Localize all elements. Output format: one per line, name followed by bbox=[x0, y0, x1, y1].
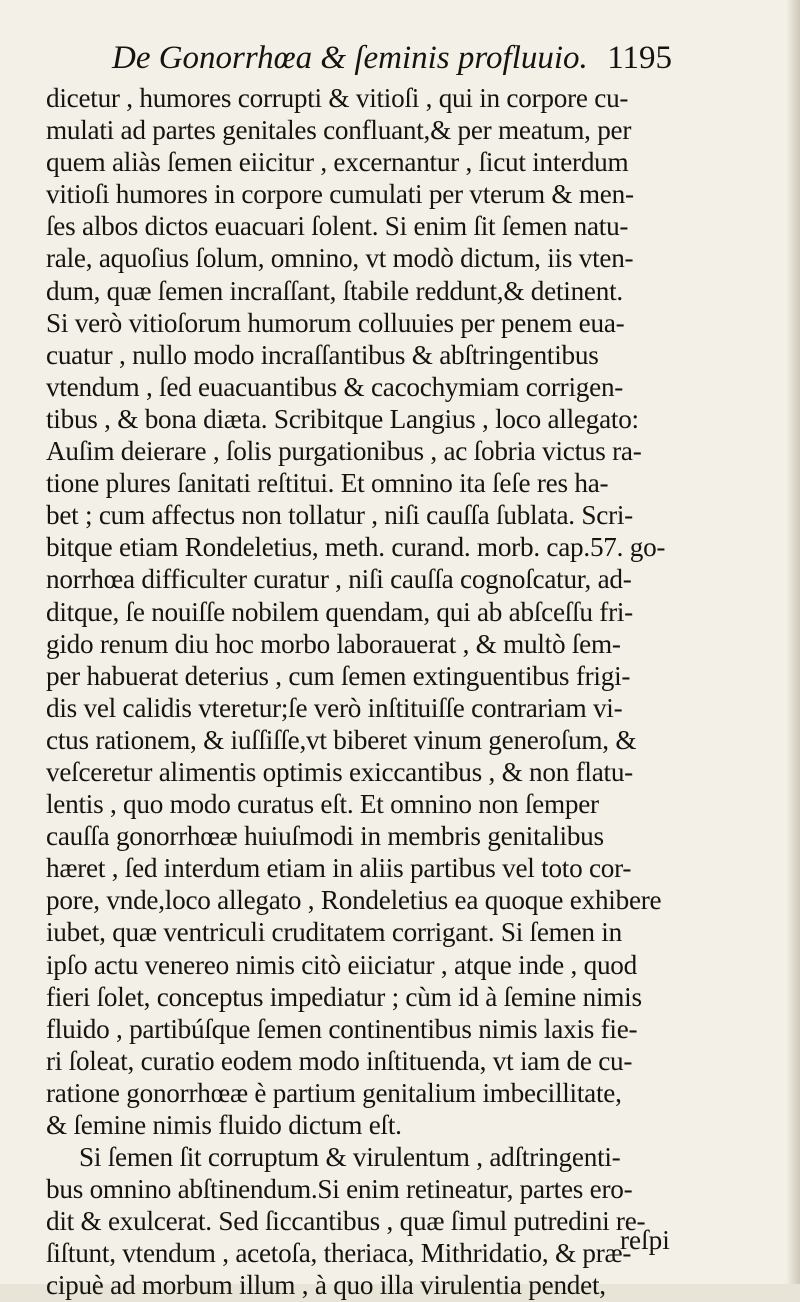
text-line: ſiſtunt, vtendum , acetoſa, theriaca, Mithridatio, & præ- bbox=[46, 1238, 632, 1269]
text-line: iubet, quæ ventriculi cruditatem corrigant. Si ſemen in bbox=[46, 917, 622, 948]
text-line: bitque etiam Rondeletius, meth. curand. morb. cap.57. go- bbox=[46, 532, 666, 563]
running-title: De Gonorrhœa & ſeminis profluuio. bbox=[112, 40, 588, 76]
text-line: Si verò vitioſorum humorum colluuies per penem eua- bbox=[46, 307, 625, 338]
text-line: ratione gonorrhœæ è partium genitalium imbecillitate, bbox=[46, 1077, 622, 1108]
text-line: ditque, ſe nouiſſe nobilem quendam, qui ab abſceſſu fri- bbox=[46, 596, 633, 627]
text-line: hæret , ſed interdum etiam in aliis partibus vel toto cor- bbox=[46, 853, 632, 884]
text-line: per habuerat deterius , cum ſemen extinguentibus frigi- bbox=[46, 660, 631, 691]
text-line: ri ſoleat, curatio eodem modo inſtituenda, vt iam de cu- bbox=[46, 1045, 633, 1076]
text-line: vtendum , ſed euacuantibus & cacochymiam corrigen- bbox=[46, 371, 624, 402]
text-line: cipuè ad morbum illum , à quo illa virulentia pendet, bbox=[46, 1270, 606, 1301]
page-edge-shadow bbox=[786, 0, 800, 1284]
text-line: gido renum diu hoc morbo laborauerat , & multò ſem- bbox=[46, 628, 621, 659]
body-text bbox=[46, 82, 686, 1302]
text-line: lentis , quo modo curatus eſt. Et omnino non ſemper bbox=[46, 789, 599, 820]
text-line: fieri ſolet, conceptus impediatur ; cùm id à ſemine nimis bbox=[46, 981, 642, 1012]
text-line: dis vel calidis vteretur;ſe verò inſtituiſſe contrariam vi- bbox=[46, 692, 623, 723]
catchword: reſpi bbox=[620, 1225, 670, 1255]
text-line: tibus , & bona diæta. Scribitque Langius , loco allegato: bbox=[46, 403, 639, 434]
text-line: cuatur , nullo modo incraſſantibus & abſtringentibus bbox=[46, 339, 599, 370]
text-line: bet ; cum affectus non tollatur , niſi cauſſa ſublata. Scri- bbox=[46, 500, 633, 531]
paragraph-first-line: Si ſemen ſit corruptum & virulentum , adſtringenti- bbox=[79, 1142, 621, 1173]
text-line: dum, quæ ſemen incraſſant, ſtabile reddunt,& detinent. bbox=[46, 275, 623, 306]
text-line: quem aliàs ſemen eiicitur , excernantur , ſicut interdum bbox=[46, 147, 629, 178]
page-header bbox=[112, 38, 672, 78]
text-line: mulati ad partes genitales confluant,& per meatum, per bbox=[46, 115, 632, 146]
text-line: ctus rationem, & iuſſiſſe,vt biberet vinum generoſum, & bbox=[46, 724, 637, 755]
text-line: dit & exulcerat. Sed ſiccantibus , quæ ſimul putredini re- bbox=[46, 1206, 646, 1237]
text-line: ſes albos dictos euacuari ſolent. Si enim ſit ſemen natu- bbox=[46, 211, 629, 242]
text-line: norrhœa difficulter curatur , niſi cauſſa cognoſcatur, ad- bbox=[46, 564, 632, 595]
text-line: bus omnino abſtinendum.Si enim retineatur, partes ero- bbox=[46, 1174, 633, 1205]
text-line: dicetur , humores corrupti & vitioſi , qui in corpore cu- bbox=[46, 83, 629, 113]
text-line: cauſſa gonorrhœæ huiuſmodi in membris genitalibus bbox=[46, 821, 604, 852]
text-line: ipſo actu venereo nimis citò eiiciatur , atque inde , quod bbox=[46, 949, 637, 980]
text-line: fluido , partibúſque ſemen continentibus nimis laxis fie- bbox=[46, 1013, 638, 1044]
text-line: & ſemine nimis fluido dictum eſt. bbox=[46, 1110, 402, 1140]
text-line: Auſim deierare , ſolis purgationibus , ac ſobria victus ra- bbox=[46, 436, 642, 467]
text-line: rale, aquoſius ſolum, omnino, vt modò dictum, iis vten- bbox=[46, 243, 634, 274]
text-line: pore, vnde,loco allegato , Rondeletius ea quoque exhibere bbox=[46, 885, 662, 916]
text-line: veſceretur alimentis optimis exiccantibus , & non flatu- bbox=[46, 756, 633, 787]
text-line: tione plures ſanitati reſtitui. Et omnino ita ſeſe res ha- bbox=[46, 468, 609, 499]
page-number: 1195 bbox=[607, 40, 672, 76]
text-line: vitioſi humores in corpore cumulati per vterum & men- bbox=[46, 179, 634, 210]
